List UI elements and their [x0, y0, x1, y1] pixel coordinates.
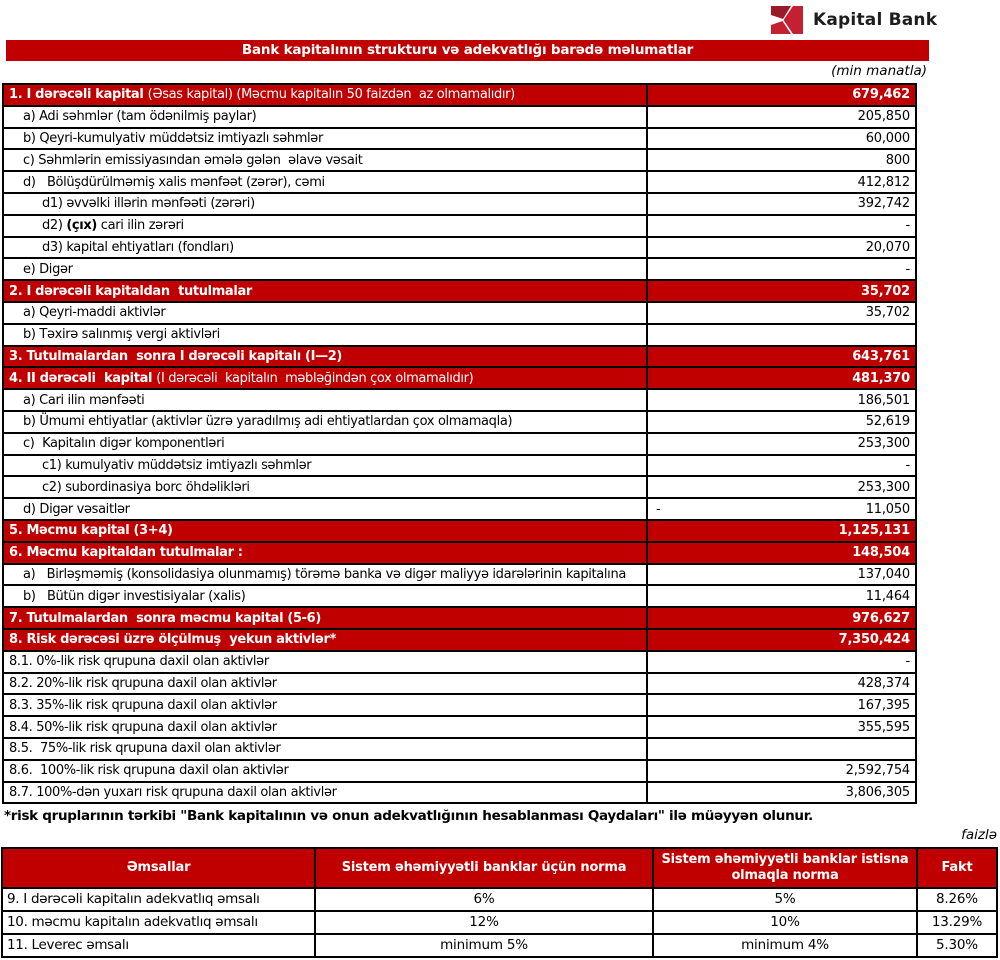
row-label: d1) əvvəlki illərin mənfəəti (zərəri)	[42, 196, 255, 212]
capital-table-body	[4, 85, 915, 802]
row-value: 35,702	[646, 303, 915, 323]
row-label: d2) (çıx) cari ilin zərəri	[42, 218, 184, 234]
ratio-row-tier1	[3, 889, 996, 912]
row-value	[646, 739, 915, 759]
row-label: 8. Risk dərəcəsi üzrə ölçülmuş yekun aktivlər*	[9, 632, 337, 648]
unit-note: (min manatla)	[831, 63, 927, 79]
table-row	[4, 565, 915, 587]
row-label: 8.4. 50%-lik risk qrupuna daxil olan aktivlər	[9, 719, 277, 735]
row-value: 253,300	[646, 434, 915, 454]
row-label: d) Digər vəsaitlər	[23, 501, 130, 517]
row-label: b) Qeyri-kumulyativ müddətsiz imtiyazlı səhmlər	[23, 130, 323, 146]
row-value	[646, 325, 915, 345]
row-value: 392,742	[646, 194, 915, 214]
table-row	[4, 150, 915, 172]
page-header	[0, 0, 1000, 40]
ratio-row-label: 11. Leverec əmsalı	[7, 937, 129, 954]
row-value: -	[646, 652, 915, 672]
row-value: 186,501	[646, 390, 915, 410]
table-row	[4, 434, 915, 456]
row-value: -	[646, 456, 915, 476]
row-label: c1) kumulyativ müddətsiz imtiyazlı səhmlər	[42, 457, 312, 473]
row-value: 7,350,424	[646, 630, 915, 650]
row-value: 20,070	[646, 238, 915, 258]
ratio-row-systemic-norm: 12%	[314, 912, 652, 933]
table-row	[4, 107, 915, 129]
row-value: -	[646, 216, 915, 236]
ratio-row-label: 10. məcmu kapitalın adekvatlıq əmsalı	[7, 914, 258, 931]
row-label: c2) subordinasiya borc öhdəlikləri	[42, 479, 250, 495]
row-label: 2. I dərəcəli kapitaldan tutulmalar	[9, 283, 252, 299]
section-row	[4, 368, 915, 390]
row-label: 4. II dərəcəli kapital (I dərəcəli kapitalın məbləğindən çox olmamalıdır)	[9, 370, 474, 386]
row-label: 7. Tutulmalardan sonra məcmu kapital (5-6)	[9, 610, 321, 626]
row-value: 253,300	[646, 477, 915, 497]
kapital-bank-logo-icon	[770, 5, 804, 35]
row-label: 8.1. 0%-lik risk qrupuna daxil olan aktivlər	[9, 654, 269, 670]
row-label: 1. I dərəcəli kapital (Əsas kapital) (Məcmu kapitalın 50 faizdən az olmamalıdır)	[9, 87, 515, 103]
row-value: 976,627	[646, 608, 915, 628]
table-row	[4, 783, 915, 803]
row-value: 137,040	[646, 565, 915, 585]
row-value: 412,812	[646, 172, 915, 192]
percent-unit-note: faizlə	[961, 827, 997, 844]
section-row	[4, 85, 915, 107]
table-row	[4, 739, 915, 761]
row-label: 8.6. 100%-lik risk qrupuna daxil olan aktivlər	[9, 763, 289, 779]
row-value: 1,125,131	[646, 521, 915, 541]
ratio-row-fact: 5.30%	[916, 935, 996, 956]
row-value: 2,592,754	[646, 761, 915, 781]
row-value: - 11,050	[646, 499, 915, 519]
row-value: 3,806,305	[646, 783, 915, 803]
ratio-row-leverage	[3, 935, 996, 956]
table-row	[4, 390, 915, 412]
adequacy-ratio-table	[1, 847, 998, 958]
row-value: 643,761	[646, 347, 915, 367]
row-value: 800	[646, 150, 915, 170]
ratio-row-nonsystemic-norm: minimum 4%	[652, 935, 916, 956]
table-row	[4, 303, 915, 325]
table-row	[4, 674, 915, 696]
row-value: 11,464	[646, 586, 915, 606]
logo-text: Kapital Bank	[813, 10, 938, 30]
table-row	[4, 216, 915, 238]
ratio-row-fact: 8.26%	[916, 889, 996, 910]
ratio-row-nonsystemic-norm: 10%	[652, 912, 916, 933]
row-label: b) Təxirə salınmış vergi aktivləri	[23, 327, 220, 343]
ratio-row-label: 9. I dərəcəli kapitalın adekvatlıq əmsalı	[7, 891, 260, 908]
row-label: e) Digər	[23, 261, 73, 277]
table-row	[4, 717, 915, 739]
table-row	[4, 586, 915, 608]
row-value: 52,619	[646, 412, 915, 432]
table-row	[4, 456, 915, 478]
ratio-row-nonsystemic-norm: 5%	[652, 889, 916, 910]
table-row	[4, 412, 915, 434]
table-row	[4, 652, 915, 674]
row-value: 679,462	[646, 85, 915, 105]
row-label: a) Qeyri-maddi aktivlər	[23, 305, 166, 321]
row-label: a) Birləşməmiş (konsolidasiya olunmamış) törəmə banka və digər maliyyə idarələrinin kapitalına	[23, 566, 626, 582]
row-label: 5. Məcmu kapital (3+4)	[9, 523, 173, 539]
ratio-header-nonsystemic-norm: Sistem əhəmiyyətli banklar istisna olmaqla norma	[652, 849, 916, 887]
report-title-bar: Bank kapitalının strukturu və adekvatlığı barədə məlumatlar	[6, 40, 929, 61]
section-row	[4, 608, 915, 630]
ratio-table-header-row	[3, 849, 996, 889]
section-row	[4, 281, 915, 303]
table-row	[4, 172, 915, 194]
row-label: 3. Tutulmalardan sonra I dərəcəli kapitalı (I—2)	[9, 348, 342, 364]
row-label: b) Bütün digər investisiyalar (xalis)	[23, 588, 246, 604]
risk-groups-footnote: *risk qruplarının tərkibi "Bank kapitalının və onun adekvatlığının hesablanması Qaydaları" ilə müəyyən olunur.	[4, 808, 813, 825]
row-label: d) Bölüşdürülməmiş xalis mənfəət (zərər), cəmi	[23, 174, 325, 190]
table-row	[4, 325, 915, 347]
row-value: 205,850	[646, 107, 915, 127]
ratio-header-systemic-norm: Sistem əhəmiyyətli banklar üçün norma	[314, 849, 652, 887]
ratio-row-total-capital	[3, 912, 996, 935]
row-label: a) Adi səhmlər (tam ödənilmiş paylar)	[23, 109, 257, 125]
table-row	[4, 499, 915, 521]
row-value: 481,370	[646, 368, 915, 388]
row-value: 60,000	[646, 129, 915, 149]
row-value: 167,395	[646, 695, 915, 715]
ratio-row-systemic-norm: 6%	[314, 889, 652, 910]
table-row	[4, 477, 915, 499]
table-row	[4, 194, 915, 216]
section-row	[4, 347, 915, 369]
row-label: 8.7. 100%-dən yuxarı risk qrupuna daxil olan aktivlər	[9, 784, 337, 800]
table-row	[4, 129, 915, 151]
section-row	[4, 543, 915, 565]
table-row	[4, 695, 915, 717]
row-label: c) Səhmlərin emissiyasından əmələ gələn əlavə vəsait	[23, 152, 363, 168]
row-value: 35,702	[646, 281, 915, 301]
row-value: 355,595	[646, 717, 915, 737]
section-row	[4, 521, 915, 543]
kapital-bank-logo	[770, 5, 937, 35]
ratio-table-body	[3, 889, 996, 956]
row-label: a) Cari ilin mənfəəti	[23, 392, 145, 408]
ratio-row-systemic-norm: minimum 5%	[314, 935, 652, 956]
table-row	[4, 238, 915, 260]
ratio-row-fact: 13.29%	[916, 912, 996, 933]
row-label: 8.2. 20%-lik risk qrupuna daxil olan aktivlər	[9, 675, 277, 691]
ratio-header-emsallar: Əmsallar	[126, 860, 191, 876]
row-value: -	[646, 259, 915, 279]
row-label: 8.3. 35%-lik risk qrupuna daxil olan aktivlər	[9, 697, 277, 713]
section-row	[4, 630, 915, 652]
row-value: 148,504	[646, 543, 915, 563]
capital-structure-table	[2, 83, 917, 804]
table-row	[4, 259, 915, 281]
row-label: c) Kapitalın digər komponentləri	[23, 436, 225, 452]
row-label: d3) kapital ehtiyatları (fondları)	[42, 239, 234, 255]
table-row	[4, 761, 915, 783]
row-label: 8.5. 75%-lik risk qrupuna daxil olan aktivlər	[9, 741, 281, 757]
row-value: 428,374	[646, 674, 915, 694]
ratio-header-fact: Fakt	[916, 849, 996, 887]
row-label: b) Ümumi ehtiyatlar (aktivlər üzrə yaradılmış adi ehtiyatlardan çox olmamaqla)	[23, 414, 513, 430]
row-label: 6. Məcmu kapitaldan tutulmalar :	[9, 545, 243, 561]
